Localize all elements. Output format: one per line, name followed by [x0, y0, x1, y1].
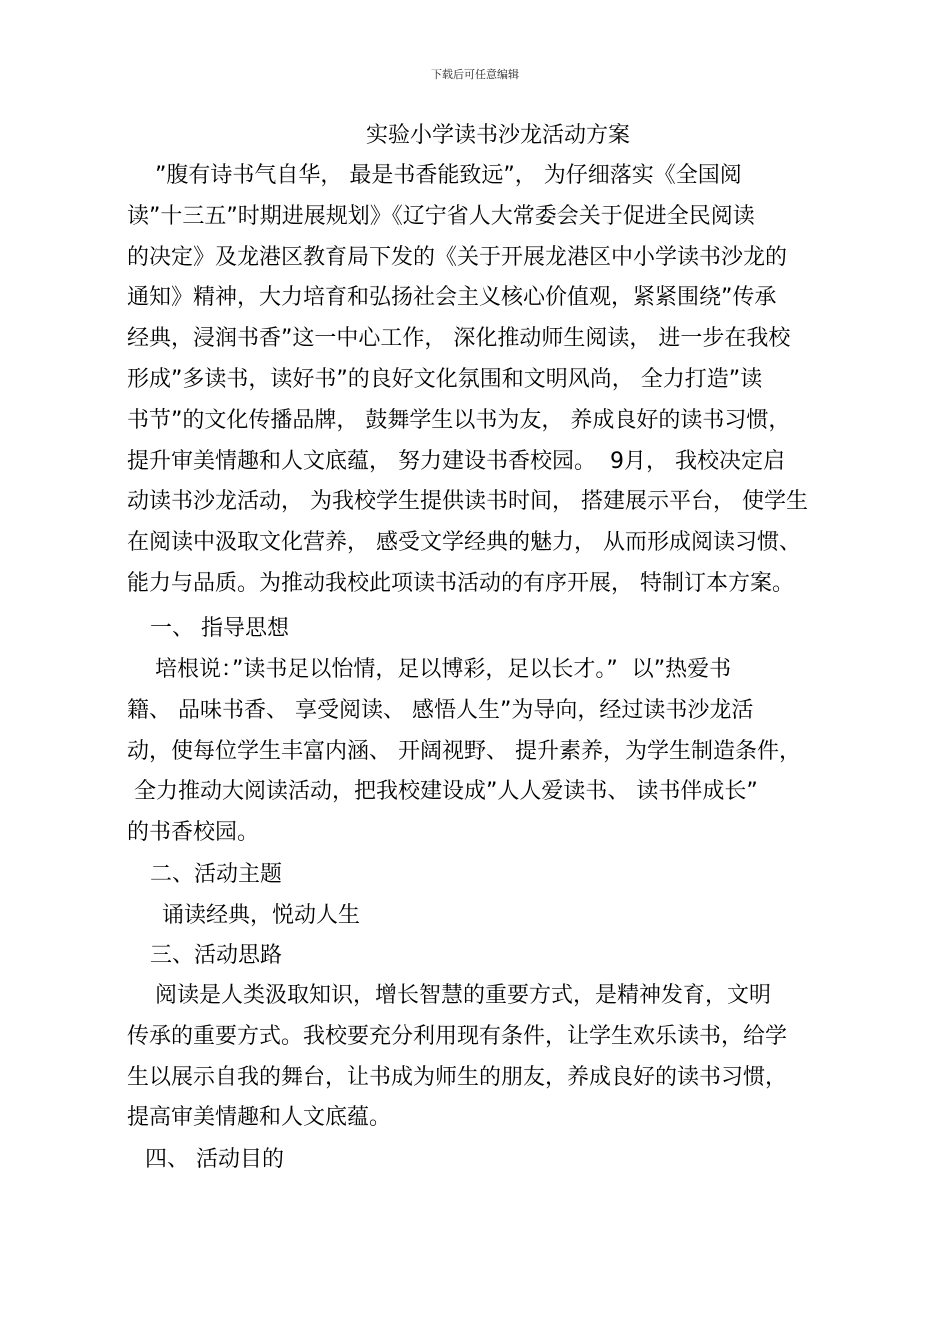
section-heading-guiding-ideology: 一、 指导思想 [150, 616, 289, 641]
text-line: 能力与品质。为推动我校此项读书活动的有序开展， 特制订本方案。 [127, 570, 794, 596]
text-line: 提高审美情趣和人文底蕴。 [127, 1105, 392, 1131]
text-line: 生以展示自我的舞台，让书成为师生的朋友，养成良好的读书习惯， [127, 1064, 788, 1090]
text-line: 读”十三五”时期进展规划》《辽宁省人大常委会关于促进全民阅读 [127, 203, 755, 229]
section-heading-approach: 三、活动思路 [150, 943, 283, 968]
page-header: 下载后可任意编辑 [431, 68, 519, 81]
text-line: 在阅读中汲取文化营养， 感受文学经典的魅力， 从而形成阅读习惯、 [127, 530, 801, 556]
text-line: 传承的重要方式。我校要充分利用现有条件，让学生欢乐读书，给学 [127, 1023, 788, 1049]
text-line: ”腹有诗书气自华， 最是书香能致远”， 为仔细落实《全国阅 [127, 163, 742, 188]
document-title: 实验小学读书沙龙活动方案 [365, 123, 630, 148]
text-line: 全力推动大阅读活动，把我校建设成”人人爱读书、 读书伴成长” [127, 779, 758, 805]
text-line: 提升审美情趣和人文底蕴， 努力建设书香校园。 9月， 我校决定启 [127, 448, 785, 474]
text-line: 的书香校园。 [127, 820, 260, 846]
text-line: 动读书沙龙活动， 为我校学生提供读书时间， 搭建展示平台， 使学生 [127, 489, 808, 515]
text-line: 通知》精神，大力培育和弘扬社会主义核心价值观，紧紧围绕”传承 [127, 285, 777, 311]
section-heading-theme: 二、活动主题 [150, 862, 283, 887]
text-line: 籍、 品味书香、 享受阅读、 感悟人生”为导向，经过读书沙龙活 [127, 697, 754, 723]
intro-paragraph [127, 156, 827, 605]
text-line: 培根说：”读书足以怡情，足以博彩，足以长才。” 以”热爱书 [127, 657, 732, 682]
section1-paragraph [127, 650, 827, 854]
text-line: 形成”多读书，读好书”的良好文化氛围和文明风尚， 全力打造”读 [127, 366, 763, 392]
text-line: 动，使每位学生丰富内涵、 开阔视野、 提升素养，为学生制造条件， [127, 738, 801, 764]
text-line: 阅读是人类汲取知识，增长智慧的重要方式，是精神发育，文明 [127, 983, 771, 1008]
text-line: 的决定》及龙港区教育局下发的《关于开展龙港区中小学读书沙龙的 [127, 244, 788, 270]
text-line: 书节”的文化传播品牌， 鼓舞学生以书为友， 养成良好的读书习惯， [127, 407, 791, 433]
text-line: 诵读经典，悦动人生 [127, 903, 360, 928]
text-line: 经典，浸润书香”这一中心工作， 深化推动师生阅读， 进一步在我校 [127, 326, 791, 352]
section3-paragraph [127, 976, 827, 1139]
section2-paragraph [127, 896, 827, 937]
section-heading-purpose: 四、 活动目的 [145, 1147, 284, 1172]
